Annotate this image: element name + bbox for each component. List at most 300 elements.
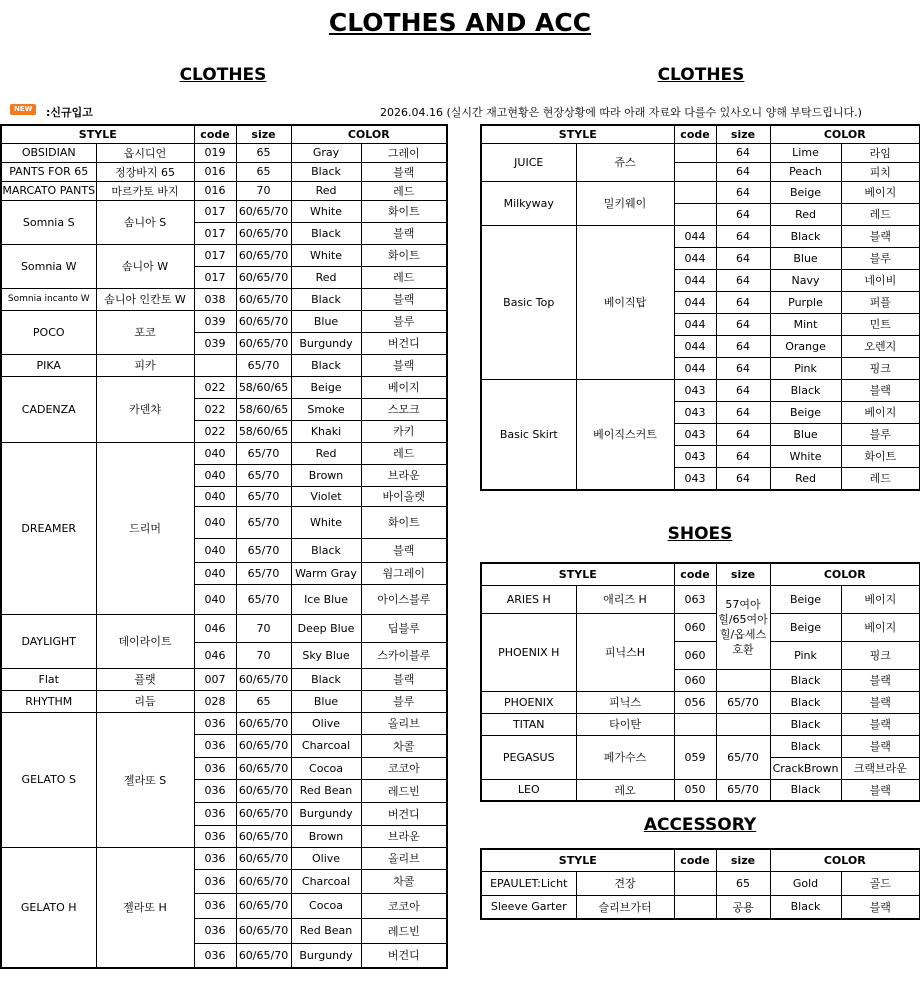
style-name-ko: 옵시디언 (96, 143, 194, 162)
new-arrival-label: :신규입고 (46, 106, 93, 119)
code-cell: 036 (194, 734, 236, 757)
color-en: Black (770, 713, 841, 735)
color-ko: 크랙브라운 (841, 757, 920, 779)
code-cell: 040 (194, 464, 236, 486)
code-cell: 063 (674, 585, 716, 613)
code-cell: 007 (194, 668, 236, 690)
color-en: Gold (770, 871, 841, 895)
color-ko: 블랙 (841, 379, 920, 401)
size-cell: 64 (716, 225, 770, 247)
color-en: Gray (291, 143, 361, 162)
color-ko: 버건디 (361, 943, 447, 968)
code-cell: 019 (194, 143, 236, 162)
color-ko: 블랙 (841, 779, 920, 801)
color-en: Blue (770, 423, 841, 445)
color-en: Black (291, 288, 361, 310)
size-cell: 60/65/70 (236, 734, 291, 757)
table-row (1, 143, 447, 162)
color-ko: 블랙 (841, 225, 920, 247)
size-cell: 60/65/70 (236, 668, 291, 690)
code-cell: 016 (194, 162, 236, 181)
style-name-ko: 슬리브가터 (576, 895, 674, 919)
style-name-ko: 솜니아 인칸토 W (96, 288, 194, 310)
color-ko: 블랙 (841, 735, 920, 757)
color-en: Beige (770, 585, 841, 613)
table-row (1, 244, 447, 266)
size-cell: 65/70 (236, 464, 291, 486)
size-cell: 65 (236, 162, 291, 181)
color-ko: 그레이 (361, 143, 447, 162)
style-name-en: MARCATO PANTS (1, 181, 96, 200)
color-ko: 차콜 (361, 734, 447, 757)
code-cell: 044 (674, 335, 716, 357)
color-ko: 블루 (841, 423, 920, 445)
color-ko: 베이지 (841, 401, 920, 423)
code-cell: 017 (194, 244, 236, 266)
color-en: White (770, 445, 841, 467)
code-cell: 043 (674, 401, 716, 423)
color-ko: 네이비 (841, 269, 920, 291)
color-en: Purple (770, 291, 841, 313)
color-en: Red (770, 467, 841, 490)
table-row (481, 735, 920, 757)
color-en: Peach (770, 162, 841, 181)
color-ko: 블랙 (841, 669, 920, 691)
size-cell: 60/65/70 (236, 310, 291, 332)
code-cell (674, 713, 716, 735)
code-header: code (674, 563, 716, 585)
color-ko: 올리브 (361, 847, 447, 869)
color-en: Warm Gray (291, 562, 361, 584)
size-cell: 60/65/70 (236, 200, 291, 222)
color-en: White (291, 506, 361, 538)
color-ko: 화이트 (361, 200, 447, 222)
table-row (1, 376, 447, 398)
color-en: Red (291, 266, 361, 288)
code-header: code (194, 125, 236, 143)
code-cell: 059 (674, 735, 716, 779)
color-en: Olive (291, 847, 361, 869)
color-en: Blue (770, 247, 841, 269)
size-cell (716, 669, 770, 691)
color-ko: 레드 (841, 203, 920, 225)
color-ko: 핑크 (841, 641, 920, 669)
style-name-en: PEGASUS (481, 735, 576, 779)
table-header-row (481, 563, 920, 585)
style-name-ko: 피카 (96, 354, 194, 376)
size-cell: 65/70 (236, 584, 291, 614)
size-cell: 64 (716, 162, 770, 181)
shoes-heading: SHOES (667, 524, 733, 544)
size-cell: 70 (236, 642, 291, 668)
style-name-en: PHOENIX H (481, 613, 576, 691)
size-cell: 64 (716, 357, 770, 379)
code-cell: 040 (194, 486, 236, 506)
code-cell: 040 (194, 442, 236, 464)
size-cell: 60/65/70 (236, 893, 291, 918)
color-en: Olive (291, 712, 361, 734)
accessory-heading: ACCESSORY (643, 815, 757, 835)
color-ko: 웜그레이 (361, 562, 447, 584)
color-en: Black (770, 225, 841, 247)
color-ko: 블랙 (361, 288, 447, 310)
color-en: Sky Blue (291, 642, 361, 668)
code-cell: 043 (674, 423, 716, 445)
style-header: STYLE (481, 125, 674, 143)
color-ko: 퍼플 (841, 291, 920, 313)
color-en: Smoke (291, 398, 361, 420)
code-cell: 022 (194, 376, 236, 398)
table-row (481, 181, 920, 203)
shared-size-cell: 57여아힐/65여아힐/옵세스호환 (716, 585, 770, 669)
style-name-ko: 견장 (576, 871, 674, 895)
style-name-en: Flat (1, 668, 96, 690)
style-name-ko: 피닉스H (576, 613, 674, 691)
style-name-ko: 젤라또 H (96, 847, 194, 968)
size-cell: 58/60/65 (236, 376, 291, 398)
code-cell: 036 (194, 825, 236, 847)
size-cell: 70 (236, 181, 291, 200)
color-en: Blue (291, 690, 361, 712)
color-en: Pink (770, 641, 841, 669)
code-cell: 044 (674, 269, 716, 291)
table-row (1, 668, 447, 690)
code-cell: 022 (194, 420, 236, 442)
stock-notice: 2026.04.16 (실시간 재고현황은 현장상황에 따라 아래 자료와 다를수 있사오니 양해 부탁드립니다.) (380, 106, 862, 119)
color-en: Black (291, 162, 361, 181)
code-cell: 040 (194, 506, 236, 538)
size-header: size (716, 563, 770, 585)
table-row (1, 288, 447, 310)
style-name-en: Basic Top (481, 225, 576, 379)
table-row (481, 871, 920, 895)
size-cell: 64 (716, 423, 770, 445)
style-name-en: Somnia W (1, 244, 96, 288)
color-ko: 베이지 (841, 585, 920, 613)
size-cell: 60/65/70 (236, 266, 291, 288)
color-ko: 민트 (841, 313, 920, 335)
color-en: Orange (770, 335, 841, 357)
size-cell: 64 (716, 445, 770, 467)
style-name-en: GELATO S (1, 712, 96, 847)
color-ko: 골드 (841, 871, 920, 895)
code-cell (194, 354, 236, 376)
size-cell: 60/65/70 (236, 288, 291, 310)
style-name-ko: 카덴챠 (96, 376, 194, 442)
color-ko: 차콜 (361, 869, 447, 893)
table-header-row (481, 849, 920, 871)
code-cell: 043 (674, 467, 716, 490)
code-cell: 044 (674, 225, 716, 247)
color-en: CrackBrown (770, 757, 841, 779)
style-name-ko: 솜니아 S (96, 200, 194, 244)
size-cell: 64 (716, 269, 770, 291)
code-cell (674, 181, 716, 203)
color-en: Black (770, 779, 841, 801)
color-ko: 코코아 (361, 893, 447, 918)
style-name-ko: 데이라이트 (96, 614, 194, 668)
style-name-ko: 레오 (576, 779, 674, 801)
style-header: STYLE (481, 563, 674, 585)
color-ko: 스모크 (361, 398, 447, 420)
table-row (1, 354, 447, 376)
color-en: White (291, 244, 361, 266)
page-title: CLOTHES AND ACC (328, 8, 592, 37)
color-en: Red (291, 181, 361, 200)
table-row (1, 847, 447, 869)
code-cell (674, 162, 716, 181)
color-ko: 코코아 (361, 757, 447, 779)
color-ko: 베이지 (361, 376, 447, 398)
color-ko: 카키 (361, 420, 447, 442)
color-en: Burgundy (291, 802, 361, 825)
size-cell: 65/70 (236, 562, 291, 584)
code-cell: 036 (194, 847, 236, 869)
color-ko: 블랙 (361, 668, 447, 690)
color-en: Blue (291, 310, 361, 332)
color-ko: 버건디 (361, 332, 447, 354)
color-ko: 아이스블루 (361, 584, 447, 614)
style-name-ko: 포코 (96, 310, 194, 354)
size-cell: 65/70 (236, 486, 291, 506)
table-header-row (1, 125, 447, 143)
code-cell: 040 (194, 584, 236, 614)
color-ko: 베이지 (841, 181, 920, 203)
color-en: Beige (770, 181, 841, 203)
code-cell: 036 (194, 712, 236, 734)
table-row (481, 379, 920, 401)
code-cell (674, 143, 716, 162)
size-cell: 60/65/70 (236, 918, 291, 943)
color-en: Black (291, 668, 361, 690)
size-cell: 64 (716, 313, 770, 335)
color-header: COLOR (770, 563, 920, 585)
table-row (1, 200, 447, 222)
accessory-table (480, 848, 920, 920)
size-cell: 60/65/70 (236, 869, 291, 893)
size-cell: 60/65/70 (236, 943, 291, 968)
code-cell: 017 (194, 222, 236, 244)
style-header: STYLE (1, 125, 194, 143)
size-cell: 58/60/65 (236, 420, 291, 442)
size-cell: 65 (236, 690, 291, 712)
code-cell: 036 (194, 869, 236, 893)
code-cell: 028 (194, 690, 236, 712)
code-cell: 039 (194, 332, 236, 354)
style-name-en: Basic Skirt (481, 379, 576, 490)
style-name-en: DAYLIGHT (1, 614, 96, 668)
style-name-en: CADENZA (1, 376, 96, 442)
size-cell: 60/65/70 (236, 757, 291, 779)
code-cell (674, 871, 716, 895)
color-ko: 핑크 (841, 357, 920, 379)
style-name-ko: 타이탄 (576, 713, 674, 735)
style-name-en: PANTS FOR 65 (1, 162, 96, 181)
code-cell: 038 (194, 288, 236, 310)
color-en: Pink (770, 357, 841, 379)
color-en: Black (291, 538, 361, 562)
color-en: Charcoal (291, 869, 361, 893)
code-cell: 043 (674, 445, 716, 467)
size-cell: 64 (716, 379, 770, 401)
code-cell (674, 895, 716, 919)
left-clothes-table (0, 124, 448, 969)
color-en: Brown (291, 464, 361, 486)
style-name-en: PIKA (1, 354, 96, 376)
size-cell: 65/70 (236, 442, 291, 464)
color-en: Black (770, 379, 841, 401)
table-row (1, 712, 447, 734)
color-ko: 피치 (841, 162, 920, 181)
color-en: Burgundy (291, 332, 361, 354)
code-header: code (674, 849, 716, 871)
color-en: Black (770, 669, 841, 691)
color-en: Burgundy (291, 943, 361, 968)
code-cell: 017 (194, 266, 236, 288)
color-ko: 블루 (361, 310, 447, 332)
code-cell: 017 (194, 200, 236, 222)
style-name-ko: 정장바지 65 (96, 162, 194, 181)
style-name-ko: 페가수스 (576, 735, 674, 779)
size-cell: 65/70 (716, 691, 770, 713)
color-en: Beige (770, 613, 841, 641)
table-row (1, 181, 447, 200)
style-header: STYLE (481, 849, 674, 871)
code-cell: 036 (194, 802, 236, 825)
color-en: Red Bean (291, 779, 361, 802)
style-name-en: Somnia S (1, 200, 96, 244)
style-name-en: TITAN (481, 713, 576, 735)
code-cell: 044 (674, 247, 716, 269)
size-cell: 60/65/70 (236, 222, 291, 244)
color-ko: 버건디 (361, 802, 447, 825)
size-cell: 64 (716, 203, 770, 225)
size-cell: 70 (236, 614, 291, 642)
style-name-ko: 마르카토 바지 (96, 181, 194, 200)
size-cell: 65/70 (236, 506, 291, 538)
table-row (481, 143, 920, 162)
size-cell: 64 (716, 291, 770, 313)
table-row (1, 690, 447, 712)
color-en: Red Bean (291, 918, 361, 943)
color-ko: 블랙 (841, 691, 920, 713)
size-cell (716, 713, 770, 735)
code-cell: 060 (674, 669, 716, 691)
color-en: Beige (770, 401, 841, 423)
code-cell: 022 (194, 398, 236, 420)
right-clothes-heading: CLOTHES (657, 65, 745, 85)
code-cell: 036 (194, 779, 236, 802)
size-cell: 65 (236, 143, 291, 162)
style-name-ko: 베이직탑 (576, 225, 674, 379)
size-cell: 65/70 (716, 779, 770, 801)
size-header: size (236, 125, 291, 143)
table-row (481, 613, 920, 641)
color-ko: 딥블루 (361, 614, 447, 642)
size-cell: 65/70 (716, 735, 770, 779)
size-cell: 64 (716, 401, 770, 423)
color-en: Deep Blue (291, 614, 361, 642)
style-name-en: Somnia incanto W (1, 288, 96, 310)
style-name-en: RHYTHM (1, 690, 96, 712)
size-cell: 65/70 (236, 538, 291, 562)
size-header: size (716, 125, 770, 143)
style-name-en: ARIES H (481, 585, 576, 613)
color-header: COLOR (770, 125, 920, 143)
style-name-en: JUICE (481, 143, 576, 181)
color-en: Black (291, 222, 361, 244)
style-name-ko: 쥬스 (576, 143, 674, 181)
style-name-en: OBSIDIAN (1, 143, 96, 162)
style-name-en: Milkyway (481, 181, 576, 225)
color-ko: 레드 (361, 442, 447, 464)
table-row (481, 585, 920, 613)
color-ko: 화이트 (361, 506, 447, 538)
code-header: code (674, 125, 716, 143)
shoes-table (480, 562, 920, 802)
color-en: Black (770, 735, 841, 757)
style-name-ko: 솜니아 W (96, 244, 194, 288)
color-ko: 레드 (361, 181, 447, 200)
style-name-ko: 베이직스커트 (576, 379, 674, 490)
size-cell: 60/65/70 (236, 802, 291, 825)
color-ko: 화이트 (841, 445, 920, 467)
style-name-ko: 리듬 (96, 690, 194, 712)
color-ko: 블랙 (841, 895, 920, 919)
color-ko: 블루 (841, 247, 920, 269)
size-cell: 64 (716, 143, 770, 162)
color-en: Ice Blue (291, 584, 361, 614)
color-en: Red (291, 442, 361, 464)
code-cell: 056 (674, 691, 716, 713)
style-name-en: DREAMER (1, 442, 96, 614)
color-ko: 블랙 (361, 222, 447, 244)
color-en: Black (291, 354, 361, 376)
style-name-en: POCO (1, 310, 96, 354)
color-ko: 오렌지 (841, 335, 920, 357)
size-cell: 60/65/70 (236, 332, 291, 354)
size-header: size (716, 849, 770, 871)
table-row (481, 691, 920, 713)
size-cell: 64 (716, 335, 770, 357)
size-cell: 65/70 (236, 354, 291, 376)
code-cell: 016 (194, 181, 236, 200)
style-name-ko: 플랫 (96, 668, 194, 690)
code-cell: 036 (194, 893, 236, 918)
code-cell: 044 (674, 313, 716, 335)
table-row (481, 713, 920, 735)
code-cell: 044 (674, 357, 716, 379)
right-clothes-table (480, 124, 920, 491)
color-en: Charcoal (291, 734, 361, 757)
color-ko: 브라운 (361, 464, 447, 486)
style-name-en: Sleeve Garter (481, 895, 576, 919)
table-row (1, 162, 447, 181)
code-cell: 040 (194, 538, 236, 562)
color-en: Khaki (291, 420, 361, 442)
size-cell: 64 (716, 247, 770, 269)
color-ko: 라임 (841, 143, 920, 162)
color-ko: 레드 (841, 467, 920, 490)
table-row (1, 614, 447, 642)
table-header-row (481, 125, 920, 143)
size-cell: 60/65/70 (236, 825, 291, 847)
color-en: Navy (770, 269, 841, 291)
code-cell (674, 203, 716, 225)
color-ko: 블랙 (361, 354, 447, 376)
color-ko: 레드빈 (361, 918, 447, 943)
color-ko: 베이지 (841, 613, 920, 641)
